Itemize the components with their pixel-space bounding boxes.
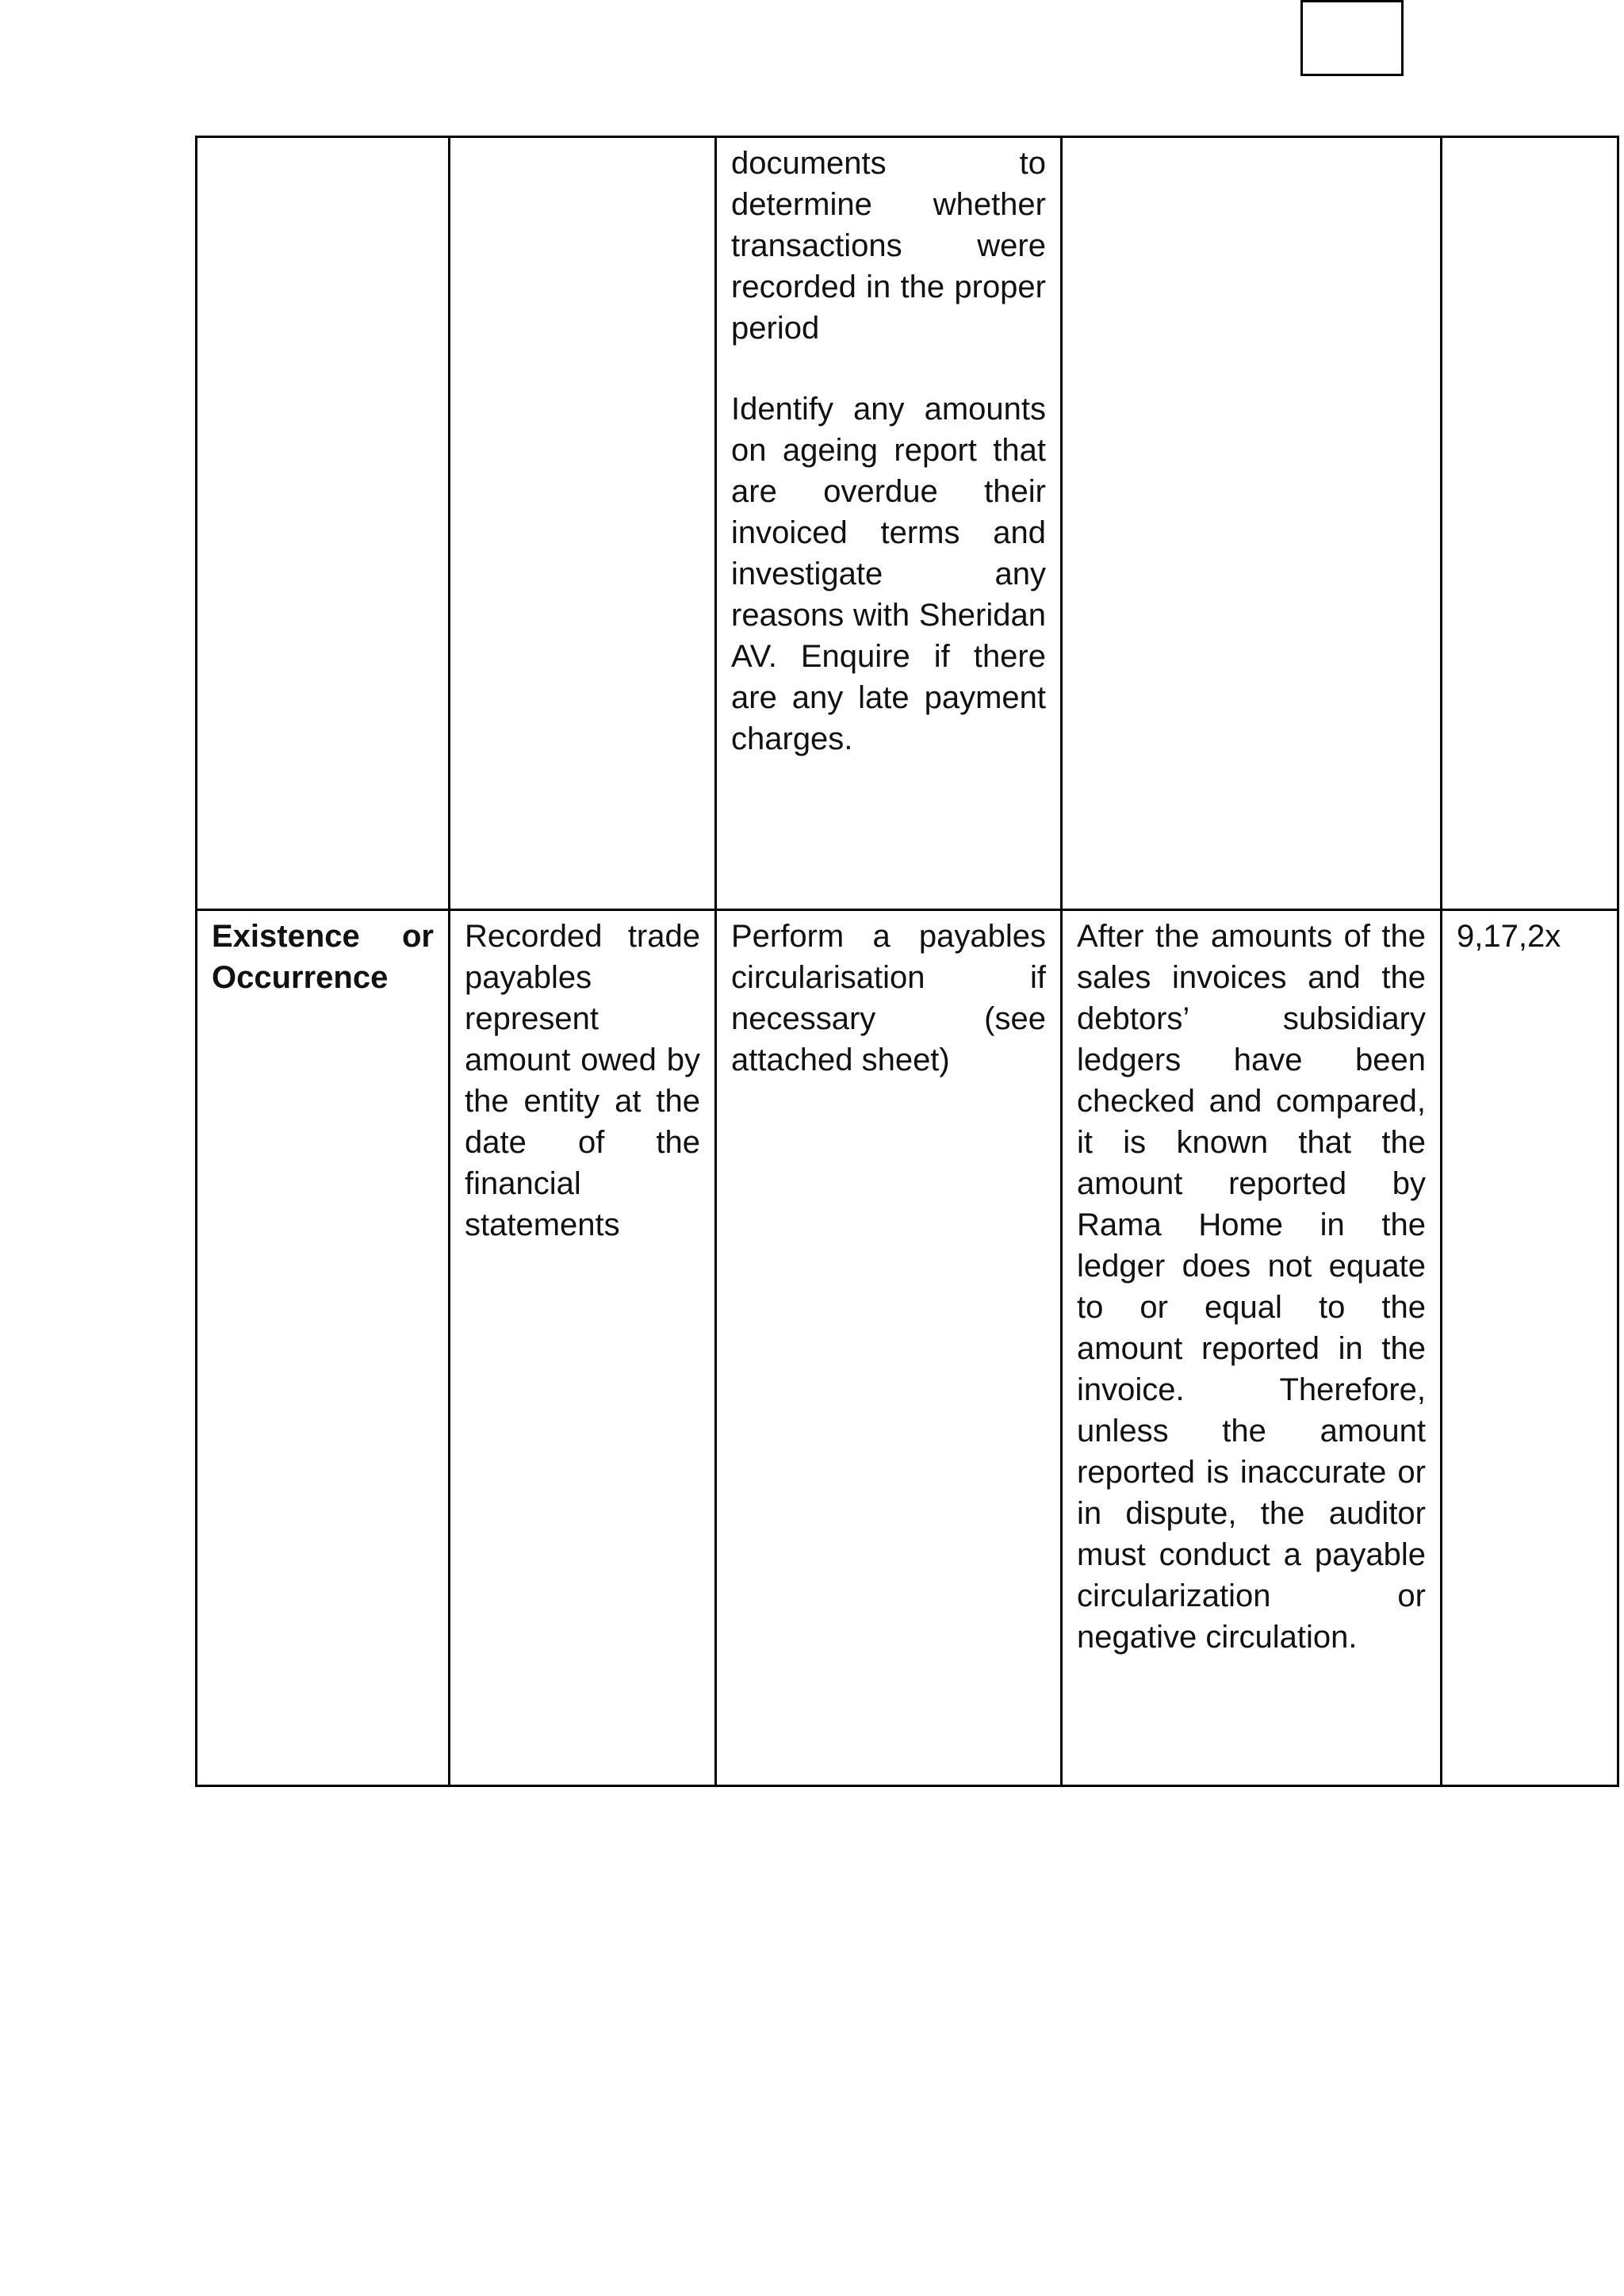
table-row [197, 137, 1618, 910]
procedure-text: Identify any amounts on ageing report that are overdue their invoiced terms and investigate any reasons with Sheridan AV. Enquire if there are any late payment charges. [731, 392, 1046, 756]
assertion-cell: Existence or Occurrence [197, 910, 450, 1786]
procedure-cell [716, 137, 1062, 910]
table-row [197, 910, 1618, 1786]
audit-procedures-table [195, 136, 1619, 1787]
reference-cell: 9,17,2x [1442, 910, 1618, 1786]
procedure-cell: Perform a payables circularisation if necessary (see attached sheet) [716, 910, 1062, 1786]
procedure-text: documents to determine whether transactions were recorded in the proper period [731, 146, 1046, 346]
reference-cell [1442, 137, 1618, 910]
objective-cell [450, 137, 716, 910]
result-cell [1062, 137, 1442, 910]
result-cell: After the amounts of the sales invoices and the debtors’ subsidiary ledgers have been checked and compared, it is known that the amount reported by Rama Home in the ledger does not equate to or equal to the amount reported in the invoice. Therefore, unless the amount reported is inaccurate or in dispute, the auditor must conduct a payable circularization or negative circulation. [1062, 910, 1442, 1786]
page-number-box [1300, 0, 1404, 76]
assertion-cell [197, 137, 450, 910]
objective-cell: Recorded trade payables represent amount owed by the entity at the date of the financial statements [450, 910, 716, 1786]
